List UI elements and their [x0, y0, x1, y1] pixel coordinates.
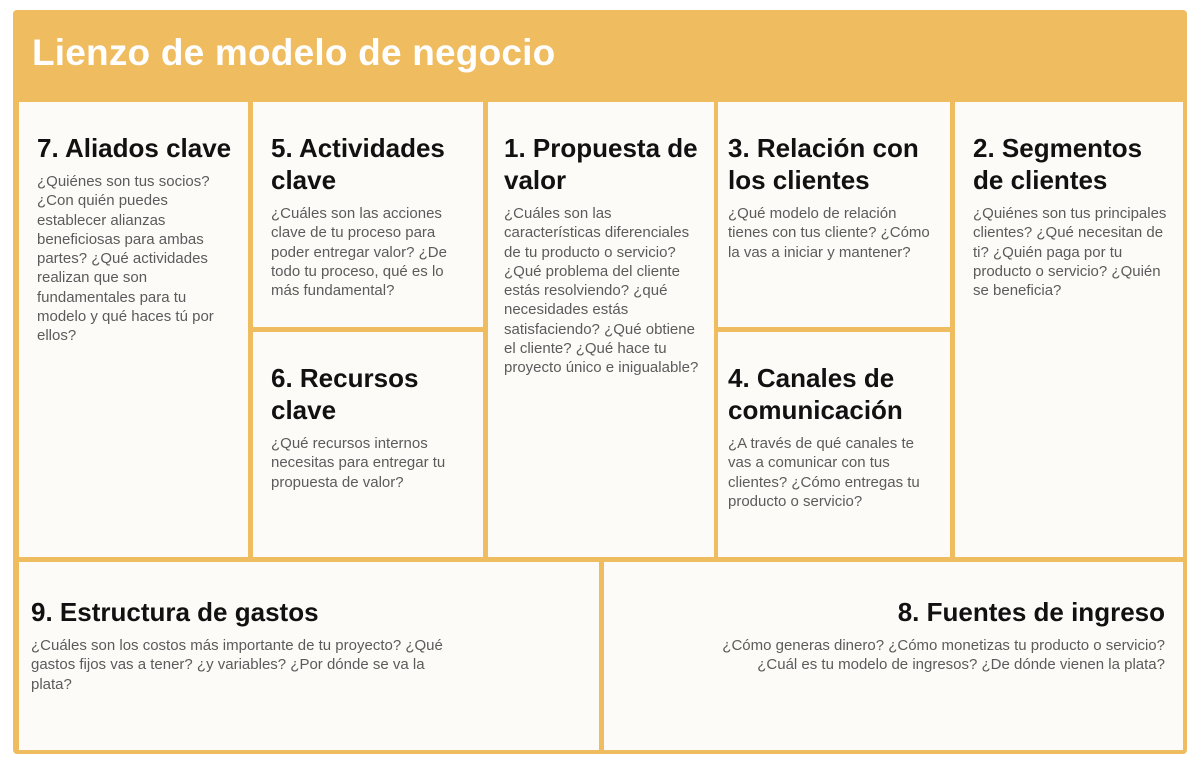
block-heading: 1. Propuesta de valor: [504, 133, 698, 195]
block-estructura-de-gastos: [19, 562, 599, 750]
block-text: ¿A través de qué canales te vas a comunicar con tus clientes? ¿Cómo entregas tu producto o servicio?: [728, 435, 920, 510]
block-heading: 2. Segmentos de clientes: [973, 133, 1143, 195]
block-text: ¿Quiénes son tus socios? ¿Con quién puedes establecer alianzas beneficiosas para ambas partes? ¿Qué actividades realizan que son fundamentales para tu modelo y qué haces tú por ellos?: [37, 173, 214, 345]
block-recursos-clave: [253, 332, 483, 557]
block-text: ¿Cuáles son las características diferenciales de tu producto o servicio? ¿Qué problema del cliente estás resolviendo? ¿qué necesidades estás satisfaciendo? ¿Qué obtiene el cliente? ¿Qué hace tu proyecto único e inigualable?: [504, 205, 699, 377]
block-heading: 8. Fuentes de ingreso: [897, 597, 1165, 627]
page-title: Lienzo de modelo de negocio: [32, 32, 556, 73]
block-text: ¿Cuáles son los costos más importante de tu proyecto? ¿Qué gastos fijos vas a tener? ¿y variables? ¿Por dónde se va la plata?: [31, 637, 443, 693]
block-actividades-clave: [253, 102, 483, 327]
block-heading: 7. Aliados clave: [37, 133, 232, 163]
block-heading: 6. Recursos clave: [271, 363, 419, 425]
block-text: ¿Qué recursos internos necesitas para entregar tu propuesta de valor?: [271, 435, 446, 491]
block-propuesta-de-valor: [488, 102, 714, 557]
block-text: ¿Cuáles son las acciones clave de tu proceso para poder entregar valor? ¿De todo tu proceso, qué es lo más fundamental?: [271, 205, 447, 300]
block-heading: 4. Canales de comunicación: [728, 363, 903, 425]
block-text: ¿Quiénes son tus principales clientes? ¿Qué necesitan de ti? ¿Quién paga por tu producto o servicio? ¿Quién se beneficia?: [973, 205, 1167, 300]
block-text: ¿Cómo generas dinero? ¿Cómo monetizas tu producto o servicio? ¿Cuál es tu modelo de ingresos? ¿De dónde vienen la plata?: [722, 637, 1165, 674]
block-heading: 3. Relación con los clientes: [728, 133, 919, 195]
block-heading: 9. Estructura de gastos: [31, 597, 319, 627]
block-aliados-clave: [19, 102, 248, 557]
block-relacion-con-clientes: [718, 102, 950, 327]
block-text: ¿Qué modelo de relación tienes con tus cliente? ¿Cómo la vas a iniciar y mantener?: [728, 205, 930, 261]
block-segmentos-de-clientes: [955, 102, 1183, 557]
block-canales-de-comunicacion: [718, 332, 950, 557]
block-fuentes-de-ingreso: [604, 562, 1183, 750]
block-heading: 5. Actividades clave: [271, 133, 445, 195]
